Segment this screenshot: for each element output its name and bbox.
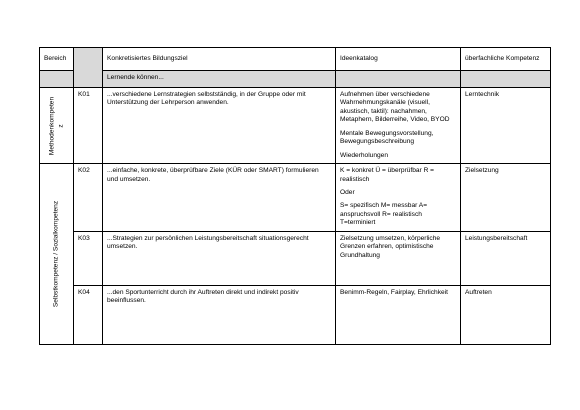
header-id (74, 48, 103, 88)
ideen-item: K = konkret Ü = überprüfbar R = realistisch (340, 167, 435, 183)
group-methodenkompetenz (40, 88, 74, 164)
row-ideen (336, 88, 461, 164)
subheader-kompetenz-empty (461, 71, 551, 88)
group-label: Selbstkompetenz / Sozialkompetenz (52, 200, 60, 308)
row-kompetenz: Leistungsbereitschaft (461, 231, 551, 285)
ideen-item: Aufnehmen über verschiedene Wahrnehmungskanäle (visuell, akustisch, taktil): nachahmen, Metaphern, Bilderreihe, Video, BYOD (340, 91, 450, 124)
header-kompetenz: überfachliche Kompetenz (461, 48, 551, 71)
ideen-item: Benimm-Regeln, Fairplay, Ehrlichkeit (340, 288, 448, 296)
ideen-item: Oder (340, 188, 355, 196)
group-selbst-sozialkompetenz (40, 164, 74, 345)
group-label-line2: z (56, 123, 64, 128)
row-ideen (336, 164, 461, 232)
row-bildungsziel: ...einfache, konkrete, überprüfbare Ziele (KÜR oder SMART) formulieren und umsetzen. (103, 164, 336, 232)
competence-table (39, 47, 551, 345)
row-kompetenz: Zielsetzung (461, 164, 551, 232)
row-ideen (336, 285, 461, 344)
header-bildungsziel: Konkretisiertes Bildungsziel (103, 48, 336, 71)
table-row (40, 164, 551, 232)
table-row (40, 285, 551, 344)
ideen-item: S= spezifisch M= messbar A= anspruchsvoll R= realistisch T=terminiert (340, 202, 428, 227)
subheader-bereich-empty (40, 71, 74, 88)
ideen-item: Zielsetzung umsetzen, körperliche Grenzen erfahren, optimistische Grundhaltung (340, 234, 441, 259)
row-code: K04 (74, 285, 103, 344)
row-code: K02 (74, 164, 103, 232)
row-code: K01 (74, 88, 103, 164)
row-bildungsziel: ...den Sportunterricht durch ihr Auftreten direkt und indirekt positiv beeinflussen. (103, 285, 336, 344)
row-bildungsziel: ...Strategien zur persönlichen Leistungsbereitschaft situationsgerecht umsetzen. (103, 231, 336, 285)
subheader-lernende: Lernende können... (103, 71, 336, 88)
row-ideen (336, 231, 461, 285)
row-bildungsziel: ...verschiedene Lernstrategien selbstständig, in der Gruppe oder mit Unterstützung der Lehrperson anwenden. (103, 88, 336, 164)
row-kompetenz: Auftreten (461, 285, 551, 344)
subheader-ideen-empty (336, 71, 461, 88)
table-row (40, 231, 551, 285)
header-bereich: Bereich (40, 48, 74, 71)
group-label-line1: Methodenkompeten (47, 96, 55, 155)
row-code: K03 (74, 231, 103, 285)
table-row (40, 88, 551, 164)
header-ideenkatalog: Ideenkatalog (336, 48, 461, 71)
row-kompetenz: Lerntechnik (461, 88, 551, 164)
ideen-item: Mentale Bewegungsvorstellung, Bewegungsbeschreibung (340, 129, 434, 146)
ideen-item: Wiederholungen (340, 151, 389, 159)
